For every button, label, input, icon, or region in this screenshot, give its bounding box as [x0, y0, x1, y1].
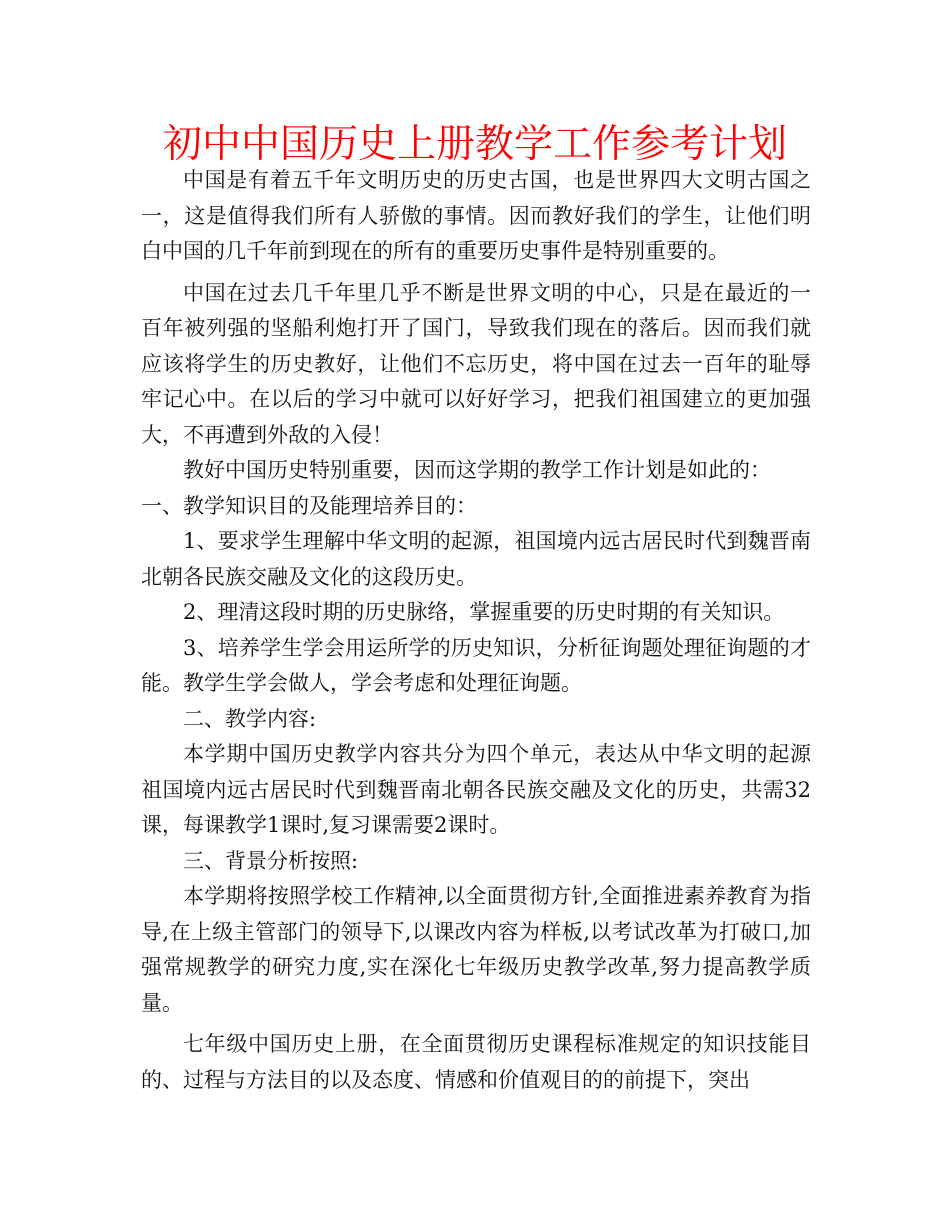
paragraph-content: 本学期中国历史教学内容共分为四个单元，表达从中华文明的起源祖国境内远古居民时代到魏晋南北朝各民族交融及文化的历史，共需32课，每课教学1课时,复习课需要2课时。: [141, 742, 811, 837]
goal-item-2: 2、理清这段时期的历史脉络，掌握重要的历史时期的有关知识。: [183, 600, 785, 624]
paragraph-plan-lead: 教好中国历史特别重要，因而这学期的教学工作计划是如此的：: [183, 458, 771, 482]
section-heading-goals: 一、教学知识目的及能理培养目的：: [141, 493, 477, 518]
section-heading-background: 三、背景分析按照:: [183, 848, 359, 873]
document-body: [141, 163, 811, 1098]
paragraph-history-center: 中国在过去几千年里几乎不断是世界文明的中心，只是在最近的一百年被列强的坚船利炮打开了国门，导致我们现在的落后。因而我们就应该将学生的历史教好，让他们不忘历史，将中国在过去一百年的耻辱牢记心中。在以后的学习中就可以好好学习，把我们祖国建立的更加强大，不再遭到外敌的入侵！: [141, 280, 811, 447]
paragraph-intro: 中国是有着五千年文明历史的历史古国，也是世界四大文明古国之一，这是值得我们所有人骄傲的事情。因而教好我们的学生，让他们明白中国的几千年前到现在的所有的重要历史事件是特别重要的。: [141, 168, 811, 263]
goal-item-3: 3、培养学生学会用运所学的历史知识，分析征询题处理征询题的才能。教学生学会做人，学会考虑和处理征询题。: [141, 635, 811, 695]
paragraph-background: 本学期将按照学校工作精神,以全面贯彻方针,全面推进素养教育为指导,在上级主管部门的领导下,以课改内容为样板,以考试改革为打破口,加强常规教学的研究力度,实在深化七年级历史教学改革,努力提高教学质量。: [141, 884, 811, 1015]
paragraph-grade-seven: 七年级中国历史上册，在全面贯彻历史课程标准规定的知识技能目的、过程与方法目的以及态度、情感和价值观目的的前提下，突出: [141, 1032, 811, 1092]
section-heading-content: 二、教学内容:: [183, 706, 317, 731]
document-title: 初中中国历史上册教学工作参考计划: [162, 122, 787, 167]
goal-item-1: 1、要求学生理解中华文明的起源，祖国境内远古居民时代到魏晋南北朝各民族交融及文化的这段历史。: [141, 529, 811, 589]
